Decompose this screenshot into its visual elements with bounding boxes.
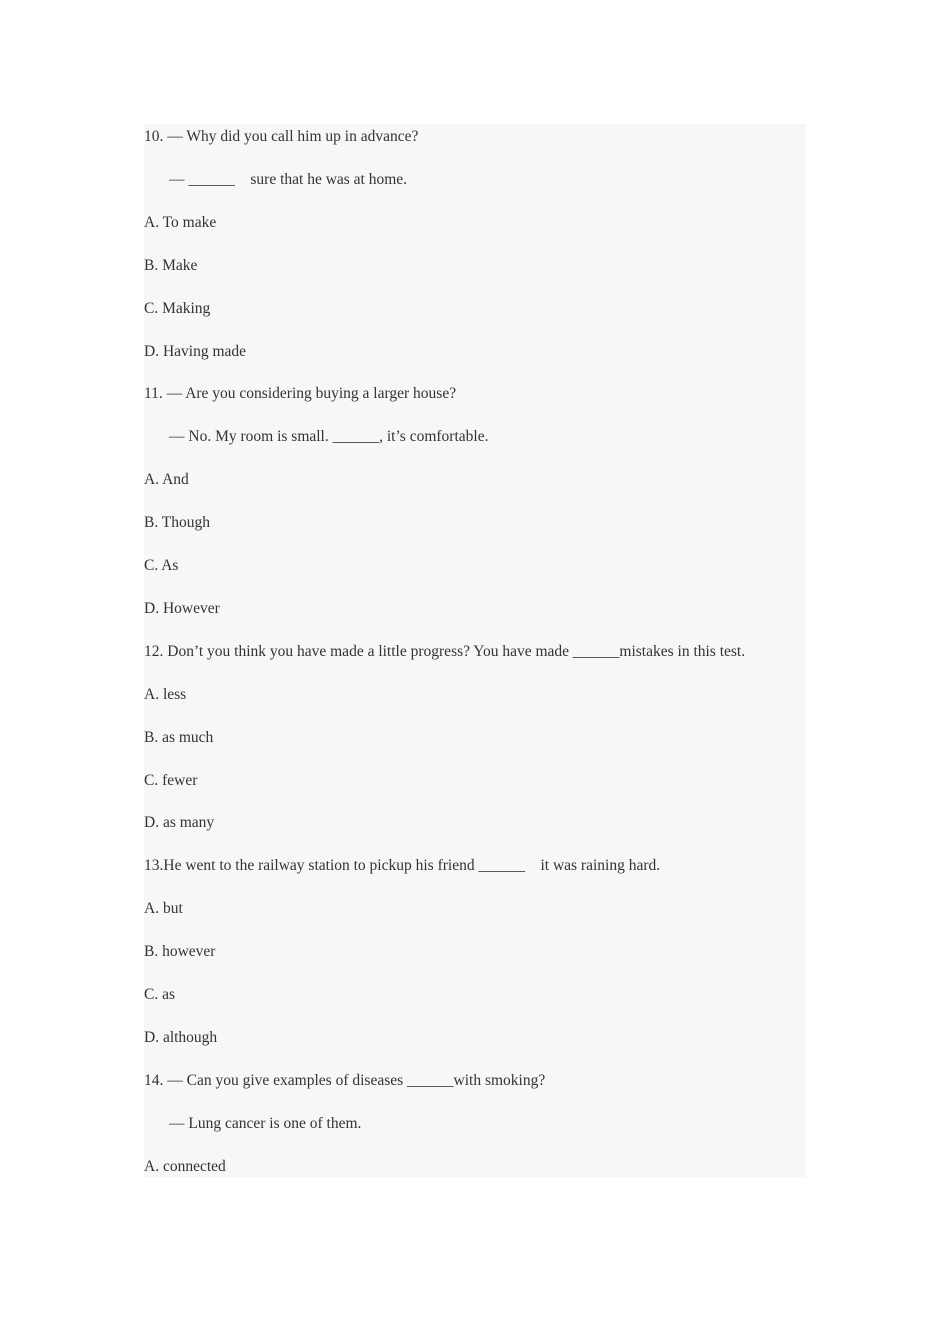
question-12-stem: 12. Don’t you think you have made a little progress? You have made ______mistakes in this test. xyxy=(144,643,746,660)
question-11-option-a: A. And xyxy=(144,471,189,488)
question-12-option-c: C. fewer xyxy=(144,772,198,789)
question-14-stem: 14. — Can you give examples of diseases ______with smoking? xyxy=(144,1072,546,1089)
question-10-option-c: C. Making xyxy=(144,300,211,317)
question-10-option-b: B. Make xyxy=(144,257,198,274)
question-12-option-a: A. less xyxy=(144,686,187,703)
question-11-option-b: B. Though xyxy=(144,514,211,531)
question-12-option-d: D. as many xyxy=(144,814,215,831)
question-14-option-a: A. connected xyxy=(144,1158,226,1175)
question-13-option-a: A. but xyxy=(144,900,183,917)
question-13-option-d: D. although xyxy=(144,1029,218,1046)
question-10-stem: 10. — Why did you call him up in advance? xyxy=(144,128,419,145)
question-11-reply: — No. My room is small. ______, it’s comfortable. xyxy=(169,428,489,445)
question-10-option-a: A. To make xyxy=(144,214,217,231)
question-12-option-b: B. as much xyxy=(144,729,214,746)
question-10-reply: — ______ sure that he was at home. xyxy=(169,171,408,188)
question-content-block xyxy=(144,124,806,1177)
question-13-option-b: B. however xyxy=(144,943,216,960)
question-11-option-d: D. However xyxy=(144,600,220,617)
question-11-stem: 11. — Are you considering buying a larger house? xyxy=(144,385,457,402)
question-14-reply: — Lung cancer is one of them. xyxy=(169,1115,362,1132)
question-10-option-d: D. Having made xyxy=(144,343,247,360)
question-11-option-c: C. As xyxy=(144,557,179,574)
question-13-option-c: C. as xyxy=(144,986,175,1003)
question-13-stem: 13.He went to the railway station to pickup his friend ______ it was raining hard. xyxy=(144,857,661,874)
